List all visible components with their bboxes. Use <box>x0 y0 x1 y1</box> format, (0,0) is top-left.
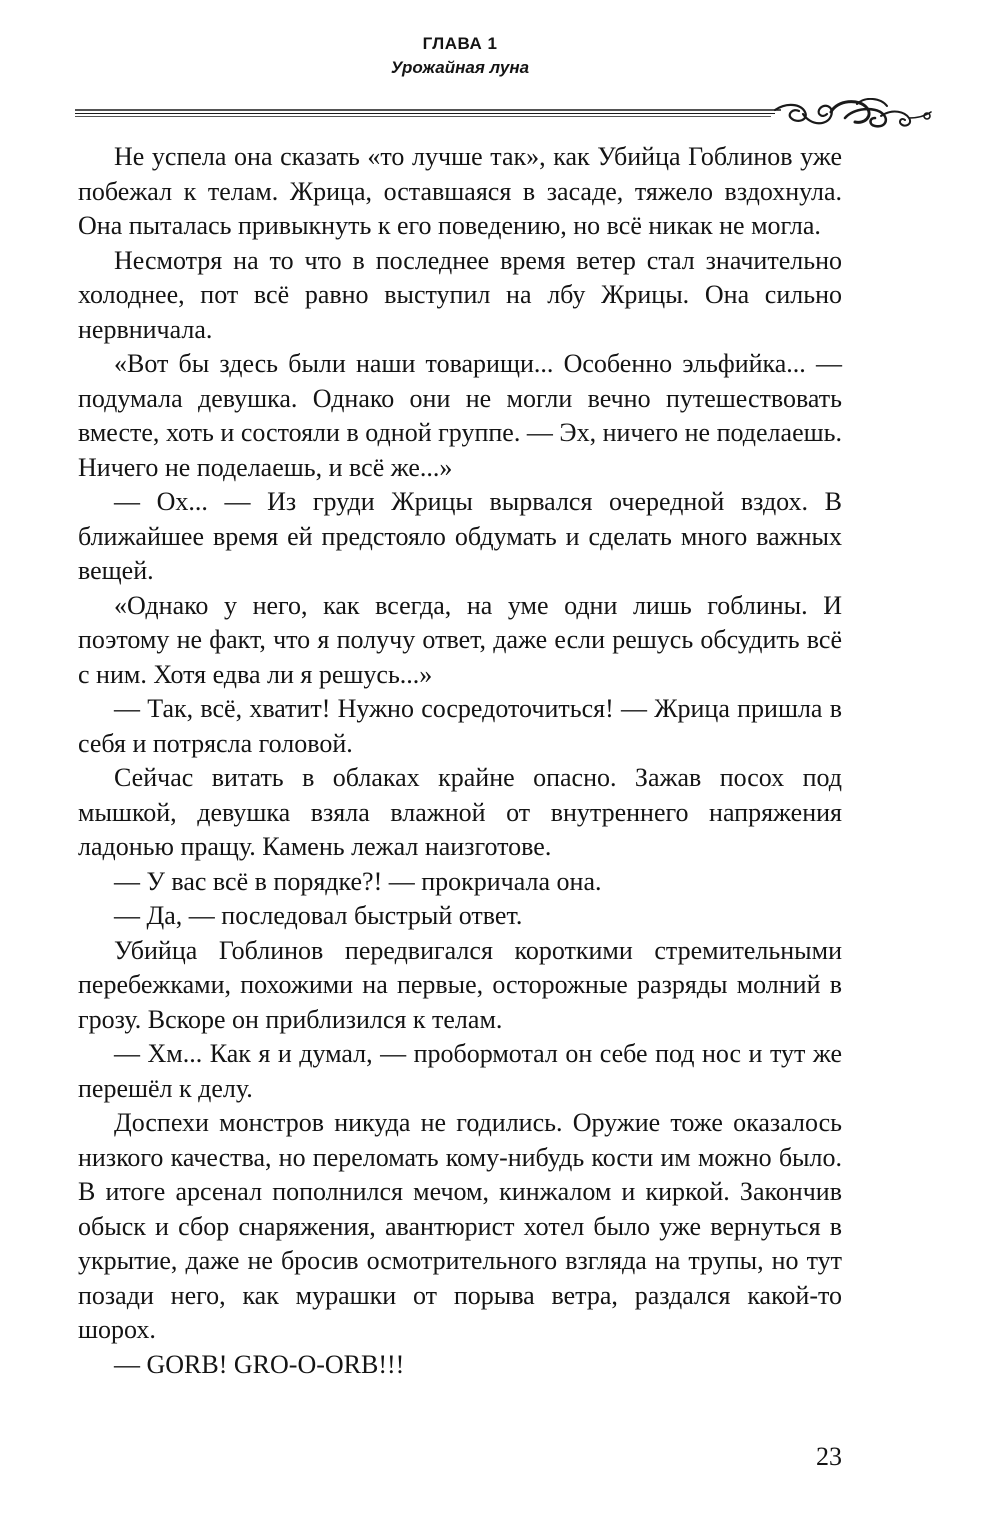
ornamental-rule <box>75 98 935 138</box>
running-head <box>0 32 920 80</box>
paragraph: Доспехи монстров никуда не годились. Оружие тоже оказалось низкого качества, но переломать кому-нибудь кости им можно было. В итоге арсенал пополнился мечом, кинжалом и киркой. Закончив обыск и сбор снаряжения, авантюрист хотел было уже вернуться в укрытие, даже не бросив осмотрительного взгляда на трупы, но тут позади него, как мурашки от порыва ветра, раздался какой-то шорох. <box>78 1108 842 1344</box>
paragraph: — Так, всё, хватит! Нужно сосредоточиться! — Жрица пришла в себя и потрясла головой. <box>78 694 842 758</box>
body-text <box>78 140 842 1382</box>
paragraph: Не успела она сказать «то лучше так», как Убийца Гоблинов уже побежал к телам. Жрица, оставшаяся в засаде, тяжело вздохнула. Она пыталась привыкнуть к его поведению, но всё никак не могла. <box>78 142 842 240</box>
paragraph: — Да, — последовал быстрый ответ. <box>114 901 523 930</box>
paragraph: — GORB! GRO-O-ORB!!! <box>114 1349 405 1379</box>
flourish-ornament <box>775 99 931 126</box>
paragraph: Несмотря на то что в последнее время ветер стал значительно холоднее, пот всё равно выступил на лбу Жрицы. Она сильно нервничала. <box>78 245 842 344</box>
paragraph: «Однако у него, как всегда, на уме одни лишь гоблины. И поэтому не факт, что я получу ответ, даже если решусь обсудить всё с ним. Хотя едва ли я решусь...» <box>78 590 842 689</box>
paragraph: — Хм... Как я и думал, — пробормотал он себе под нос и тут же перешёл к делу. <box>78 1039 842 1103</box>
paragraph: — У вас всё в порядке?! — прокричала она. <box>114 866 602 896</box>
chapter-label: ГЛАВА 1 <box>422 34 498 53</box>
paragraph: «Вот бы здесь были наши товарищи... Особенно эльфийка... — подумала девушка. Однако они не могли вечно путешествовать вместе, хоть и состояли в одной группе. — Эх, ничего не поделаешь. Ничего не поделаешь, и всё же...» <box>78 349 842 482</box>
paragraph: — Ох... — Из груди Жрицы вырвался очередной вздох. В ближайшее время ей предстояло обдумать и сделать много важных вещей. <box>78 487 842 585</box>
page-number: 23 <box>816 1442 842 1471</box>
paragraph: Сейчас витать в облаках крайне опасно. Зажав посох под мышкой, девушка взяла влажной от внутреннего напряжения ладонью пращу. Камень лежал наизготове. <box>78 763 842 861</box>
rule-lines <box>75 110 781 117</box>
paragraph: Убийца Гоблинов передвигался короткими стремительными перебежками, похожими на первые, осторожные разряды молний в грозу. Вскоре он приблизился к телам. <box>78 935 842 1034</box>
chapter-subtitle: Урожайная луна <box>390 58 530 77</box>
